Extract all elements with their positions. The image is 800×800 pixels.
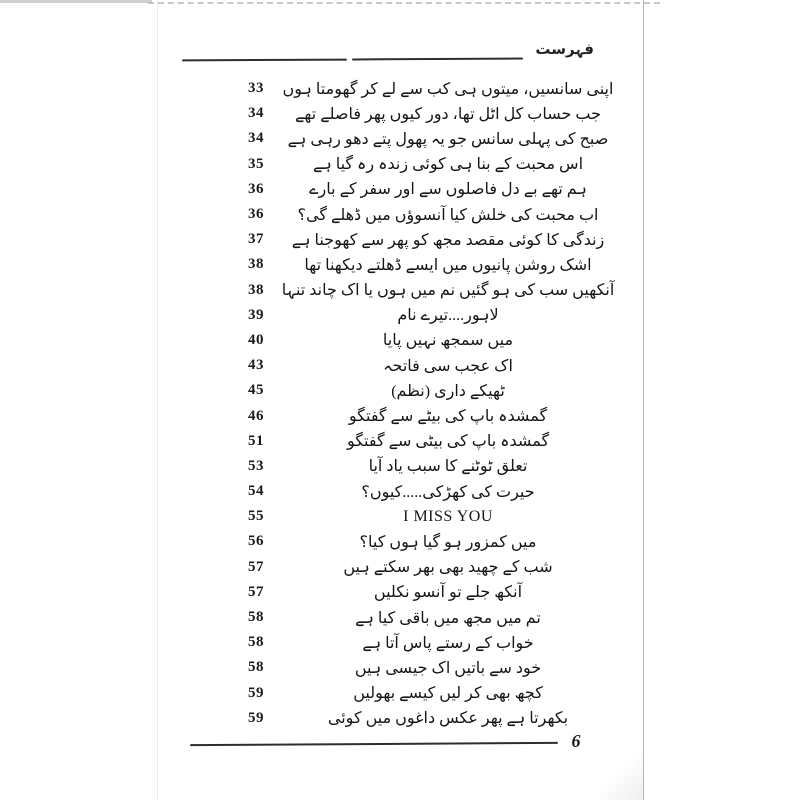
toc-row [150, 529, 650, 554]
toc-entry-title: زندگی کا کوئی مقصد مجھ کو پھر سے کھوجنا ہے [291, 231, 605, 249]
toc-entry-page-number: 36 [248, 206, 264, 223]
toc-entry-title: اپنی سانسیں، میتوں ہی کب سے لے کر گھومتا ہوں [282, 80, 614, 98]
toc-row [150, 681, 650, 706]
footer-rule [190, 742, 558, 746]
scan-artifact-top-left [0, 0, 152, 3]
toc-entry-title: میں کمزور ہو گیا ہوں کیا؟ [359, 533, 537, 551]
toc-entry-page-number: 57 [248, 558, 264, 575]
toc-entry-page-number: 58 [248, 634, 264, 651]
toc-entry-page-number: 53 [248, 457, 264, 474]
toc-entry-title: اب محبت کی خلش کیا آنسوؤں میں ڈھلے گی؟ [297, 206, 599, 224]
toc-row [150, 605, 650, 630]
toc-row [150, 303, 650, 328]
toc-entry-page-number: 58 [248, 609, 264, 626]
toc-entry-title: گمشدہ باپ کی بیٹی سے گفتگو [346, 433, 550, 451]
toc-entry-title: بکھرتا ہے پھر عکس داغوں میں کوئی [327, 710, 569, 728]
toc-entry-title: جب حساب کل اٹل تھا، دور کیوں پھر فاصلے تھے [295, 105, 601, 123]
toc-entry-page-number: 39 [248, 306, 264, 323]
toc-entry-title: خود سے باتیں اک جیسی ہیں [354, 659, 542, 677]
toc-entry-title: ہم تھے بے دل فاصلوں سے اور سفر کے بارے [309, 181, 587, 199]
toc-row [150, 126, 650, 151]
toc-entry-title: میں سمجھ نہیں پایا [382, 332, 514, 350]
header-rule-right-segment [352, 58, 523, 61]
toc-row [150, 202, 650, 227]
toc-entry-page-number: 34 [248, 130, 264, 147]
toc-entry-page-number: 43 [248, 357, 264, 374]
toc-row [150, 403, 650, 428]
toc-entry-page-number: 33 [248, 80, 264, 97]
toc-row [150, 152, 650, 177]
toc-entry-page-number: 55 [248, 508, 264, 525]
toc-entry-page-number: 40 [248, 331, 264, 348]
toc-row [150, 630, 650, 655]
toc-entry-title: شب کے چھید بھی بھر سکتے ہیں [343, 559, 553, 577]
toc-row [150, 429, 650, 454]
toc-row [150, 252, 650, 277]
toc-entry-page-number: 45 [248, 382, 264, 399]
toc-row [150, 504, 650, 529]
toc-entry-title: حیرت کی کھڑکی.....کیوں؟ [361, 483, 535, 501]
toc-entry-page-number: 59 [248, 709, 264, 726]
toc-entry-page-number: 57 [248, 583, 264, 600]
toc-entry-title: I MISS YOU [403, 507, 493, 525]
toc-entry-page-number: 58 [248, 659, 264, 676]
toc-entry-page-number: 46 [248, 407, 264, 424]
toc-entry-page-number: 35 [248, 155, 264, 172]
toc-row [150, 555, 650, 580]
table-of-contents [150, 76, 650, 731]
toc-entry-page-number: 37 [248, 231, 264, 248]
toc-row [150, 101, 650, 126]
toc-row [150, 580, 650, 605]
toc-entry-title: کچھ بھی کر لیں کیسے بھولیں [353, 685, 543, 703]
toc-row [150, 655, 650, 680]
toc-entry-page-number: 56 [248, 533, 264, 550]
toc-entry-title: خواب کے رستے پاس آتا ہے [362, 634, 534, 652]
toc-row [150, 353, 650, 378]
toc-row [150, 454, 650, 479]
toc-entry-page-number: 51 [248, 432, 264, 449]
toc-entry-title: گمشدہ باپ کی بیٹے سے گفتگو [348, 408, 548, 426]
toc-row [150, 328, 650, 353]
page-title: فہرست [535, 40, 594, 58]
toc-row [150, 479, 650, 504]
toc-row [150, 177, 650, 202]
toc-entry-title: تعلق ٹوٹنے کا سبب یاد آیا [368, 458, 528, 476]
toc-row [150, 378, 650, 403]
toc-entry-title: تم میں مجھ میں باقی کیا ہے [355, 609, 541, 627]
toc-entry-title: اک عجب سی فاتحہ [383, 357, 513, 375]
toc-entry-page-number: 38 [248, 281, 264, 298]
toc-entry-title: صبح کی پہلی سانس جو یہ پھول پتے دھو رہی ہے [287, 130, 609, 148]
page-top-edge [148, 2, 660, 4]
toc-entry-title: ٹھیکے داری (نظم) [391, 382, 505, 400]
toc-entry-title: اس محبت کے بنا ہی کوئی زندہ رہ گیا ہے [312, 156, 584, 174]
toc-row [150, 706, 650, 731]
toc-row [150, 227, 650, 252]
toc-entry-title: لاہور....تیرے نام [397, 307, 499, 325]
header-rule-left-segment [182, 59, 347, 62]
toc-entry-title: آنکھ جلے تو آنسو نکلیں [373, 584, 523, 602]
toc-entry-page-number: 36 [248, 180, 264, 197]
toc-entry-page-number: 34 [248, 105, 264, 122]
toc-row [150, 76, 650, 101]
toc-entry-page-number: 59 [248, 684, 264, 701]
toc-row [150, 278, 650, 303]
page-number: 6 [571, 731, 581, 751]
toc-entry-page-number: 38 [248, 256, 264, 273]
toc-entry-page-number: 54 [248, 483, 264, 500]
toc-entry-title: اشک روشن پانیوں میں ایسے ڈھلتے دیکھنا تھا [304, 256, 592, 274]
scan-corner-shadow [600, 720, 643, 800]
toc-entry-title: آنکھیں سب کی ہو گئیں نم میں ہوں یا اک چاند تنہا [281, 282, 615, 300]
